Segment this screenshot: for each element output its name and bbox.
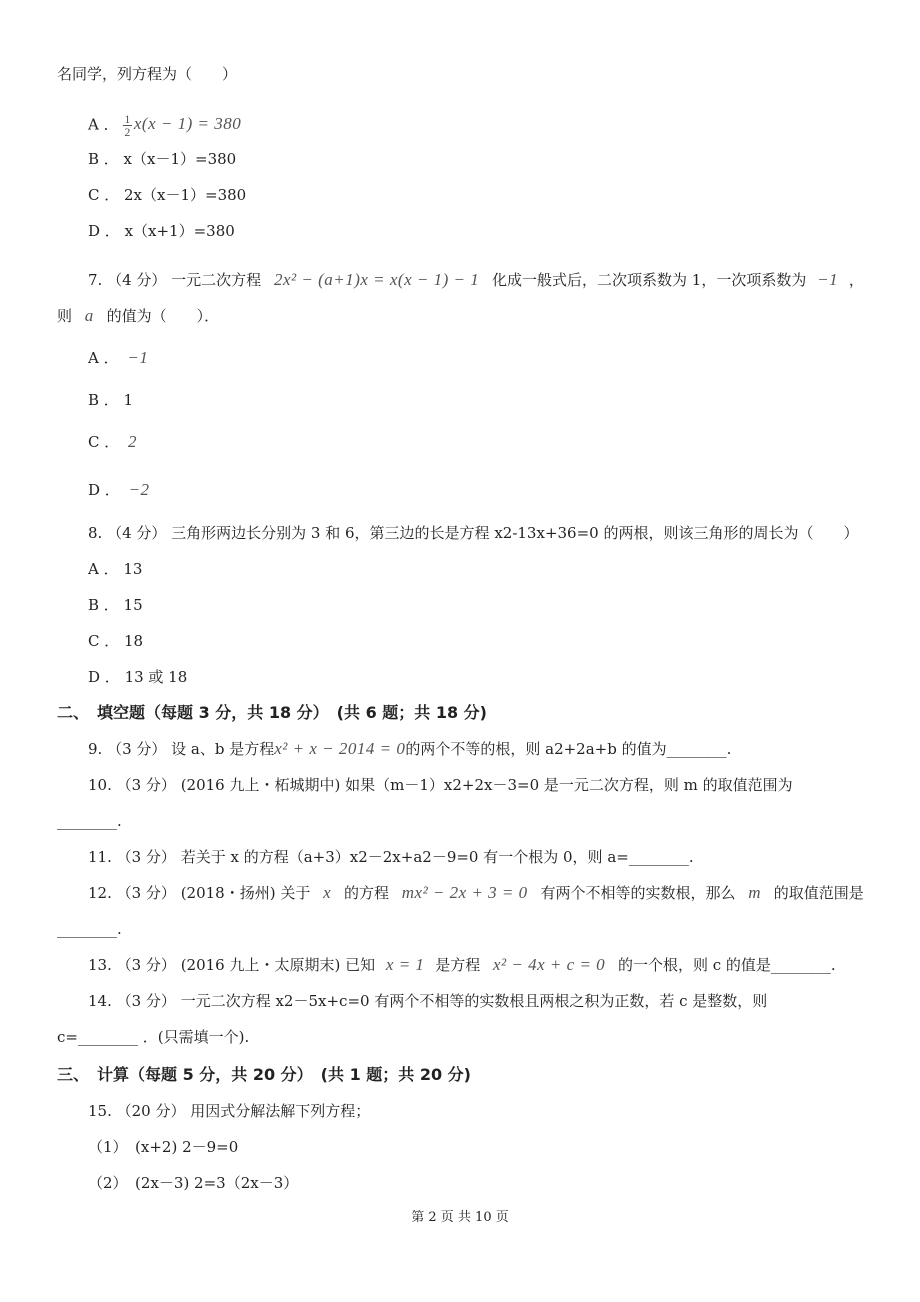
q13-condition: x = 1 [385, 955, 425, 974]
q13-prefix: 13. （3 分） (2016 九上・太原期末) 已知 [88, 956, 376, 974]
q8-option-d: D ． 13 或 18 [88, 668, 188, 686]
q14-line2: c=________ ．(只需填一个). [57, 1028, 250, 1046]
option-label: A ． [88, 115, 119, 134]
page-footer: 第 2 页 共 10 页 [411, 1210, 509, 1225]
q7-stem-line1 [88, 270, 864, 290]
option-value: −2 [128, 480, 150, 499]
q7-option-b: B ． 1 [88, 391, 134, 409]
section-heading-calculation: 三、 计算（每题 5 分，共 20 分） (共 1 题；共 20 分) [57, 1065, 471, 1084]
q7-stem-line2 [57, 306, 219, 326]
q12-mid: 的方程 [343, 884, 389, 902]
q7-option-c [88, 432, 137, 452]
q7-variable-a: a [84, 306, 94, 325]
q7-mid: 化成一般式后，二次项系数为 1，一次项系数为 [492, 271, 807, 289]
q15-part1: （1） (x+2) 2－9=0 [88, 1138, 239, 1156]
q9-suffix: 的两个不等的根，则 a2+2a+b 的值为________. [405, 740, 732, 758]
option-label: A ． [88, 349, 119, 367]
q7-equation: 2x² − (a+1)x = x(x − 1) − 1 [273, 270, 480, 289]
q7-minus-one: −1 [817, 270, 839, 289]
q13-suffix: 的一个根，则 c 的值是________. [617, 956, 836, 974]
q13-equation: x² − 4x + c = 0 [493, 955, 606, 974]
q9 [88, 739, 731, 759]
q8-option-c: C ． 18 [88, 632, 144, 650]
q7-line2-prefix: 则 [57, 307, 73, 325]
q14-line1: 14. （3 分） 一元二次方程 x2－5x+c=0 有两个不相等的实数根且两根之积为正数，若 c 是整数，则 [88, 992, 768, 1010]
q8-stem: 8. （4 分） 三角形两边长分别为 3 和 6，第三边的长是方程 x2-13x+36=0 的两根，则该三角形的周长为（ ） [88, 524, 859, 542]
option-value: 2 [128, 432, 138, 451]
q6-option-b: B ． x（x－1）=380 [88, 150, 237, 168]
q7-line2-suffix: 的值为（ ）． [106, 307, 220, 325]
fraction-numerator: 1 [124, 112, 131, 126]
equation-text: x(x − 1) = 380 [133, 114, 242, 134]
q10-line2: ________. [57, 812, 122, 830]
q8-option-b: B ． 15 [88, 596, 143, 614]
fraction-denominator: 2 [124, 125, 131, 139]
q15-part2: （2） (2x－3) 2=3（2x－3） [88, 1174, 299, 1192]
q10-line1: 10. （3 分） (2016 九上・柘城期中) 如果（m－1）x2+2x－3=0 是一元二次方程，则 m 的取值范围为 [88, 776, 793, 794]
q6-option-d: D ． x（x+1）=380 [88, 222, 235, 240]
q11: 11. （3 分） 若关于 x 的方程（a+3）x2－2x+a2－9=0 有一个根为 0，则 a=________. [88, 848, 694, 866]
fraction [123, 113, 132, 138]
q13 [88, 955, 836, 975]
q6-option-c: C ． 2x（x－1）=380 [88, 186, 247, 204]
option-value: −1 [127, 348, 149, 367]
q8-option-a: A ． 13 [88, 560, 143, 578]
q12-line1 [88, 883, 864, 903]
q12-equation: mx² − 2x + 3 = 0 [401, 883, 528, 902]
q6-option-a [88, 113, 241, 138]
q12-prefix: 12. （3 分） (2018・扬州) 关于 [88, 884, 311, 902]
q6-stem-tail: 名同学，列方程为（ ） [57, 65, 238, 83]
q9-prefix: 9. （3 分） 设 a、b 是方程 [88, 740, 275, 758]
q12-variable-x: x [323, 883, 332, 902]
option-label: D ． [88, 481, 120, 499]
q13-mid: 是方程 [435, 956, 481, 974]
section-heading-fill-in: 二、 填空题（每题 3 分，共 18 分） (共 6 题；共 18 分) [57, 703, 487, 722]
q7-option-d [88, 480, 150, 500]
q12-variable-m: m [748, 883, 762, 902]
q6-option-a-equation [123, 112, 242, 139]
q9-equation: x² + x − 2014 = 0 [274, 739, 406, 758]
q12-line2: ________. [57, 920, 122, 938]
option-label: C ． [88, 433, 120, 451]
q7-prefix: 7. （4 分） 一元二次方程 [88, 271, 262, 289]
q7-option-a [88, 348, 148, 368]
q12-mid2: 有两个不相等的实数根，那么 [540, 884, 736, 902]
q15-stem: 15. （20 分） 用因式分解法解下列方程； [88, 1102, 371, 1120]
q7-comma: ， [848, 271, 864, 289]
q12-suffix: 的取值范围是 [773, 884, 864, 902]
